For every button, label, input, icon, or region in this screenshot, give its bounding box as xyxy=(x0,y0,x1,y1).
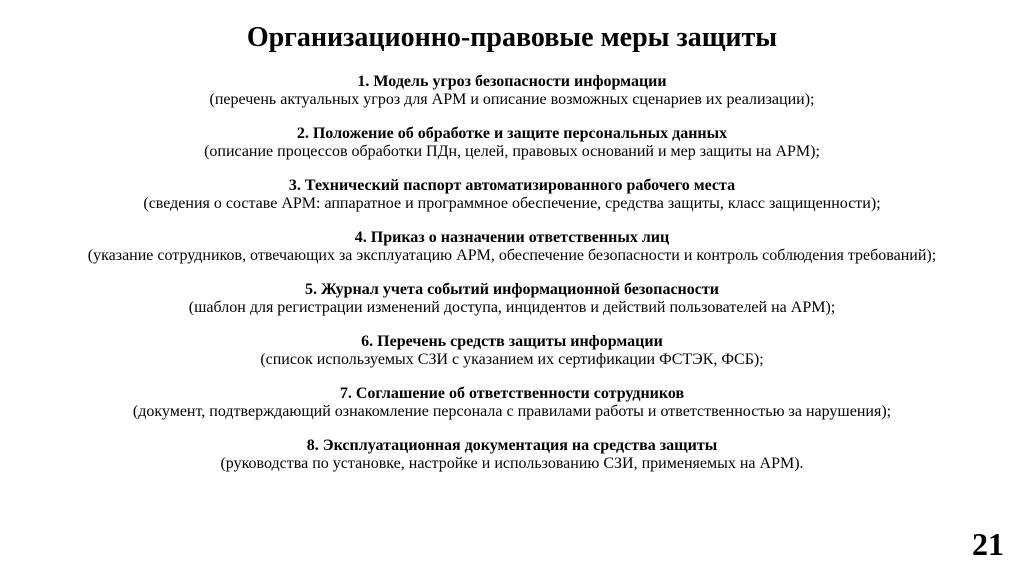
item-title: 1. Модель угроз безопасности информации xyxy=(357,73,667,90)
list-item xyxy=(0,177,1024,229)
list-item xyxy=(0,385,1024,437)
item-title: 8. Эксплуатационная документация на средства защиты xyxy=(306,437,718,454)
item-title: 3. Технический паспорт автоматизированного рабочего места xyxy=(288,177,736,194)
item-description: (сведения о составе АРМ: аппаратное и программное обеспечение, средства защиты, класс защищенности); xyxy=(143,195,881,212)
page-number: 21 xyxy=(972,526,1004,562)
item-description: (список используемых СЗИ с указанием их сертификации ФСТЭК, ФСБ); xyxy=(260,351,764,368)
list-item xyxy=(0,229,1024,281)
item-description: (перечень актуальных угроз для АРМ и описание возможных сценариев их реализации); xyxy=(209,91,815,108)
measures-list xyxy=(0,73,1024,489)
item-description: (шаблон для регистрации изменений доступа, инцидентов и действий пользователей на АРМ); xyxy=(188,299,836,316)
slide-title: Организационно-правовые меры защиты xyxy=(246,22,778,53)
item-description: (указание сотрудников, отвечающих за эксплуатацию АРМ, обеспечение безопасности и контроль соблюдения требований); xyxy=(87,247,937,264)
item-description: (документ, подтверждающий ознакомление персонала с правилами работы и ответственностью за нарушения); xyxy=(132,403,892,420)
item-title: 2. Положение об обработке и защите персональных данных xyxy=(296,125,728,142)
list-item xyxy=(0,73,1024,125)
item-description: (руководства по установке, настройке и использованию СЗИ, применяемых на АРМ). xyxy=(220,455,804,472)
item-description: (описание процессов обработки ПДн, целей, правовых оснований и мер защиты на АРМ); xyxy=(204,143,820,160)
item-title: 6. Перечень средств защиты информации xyxy=(361,333,663,350)
item-title: 7. Соглашение об ответственности сотрудников xyxy=(339,385,685,402)
item-title: 4. Приказ о назначении ответственных лиц xyxy=(354,229,670,246)
list-item xyxy=(0,333,1024,385)
item-title: 5. Журнал учета событий информационной безопасности xyxy=(305,281,719,298)
list-item xyxy=(0,437,1024,489)
list-item xyxy=(0,281,1024,333)
list-item xyxy=(0,125,1024,177)
